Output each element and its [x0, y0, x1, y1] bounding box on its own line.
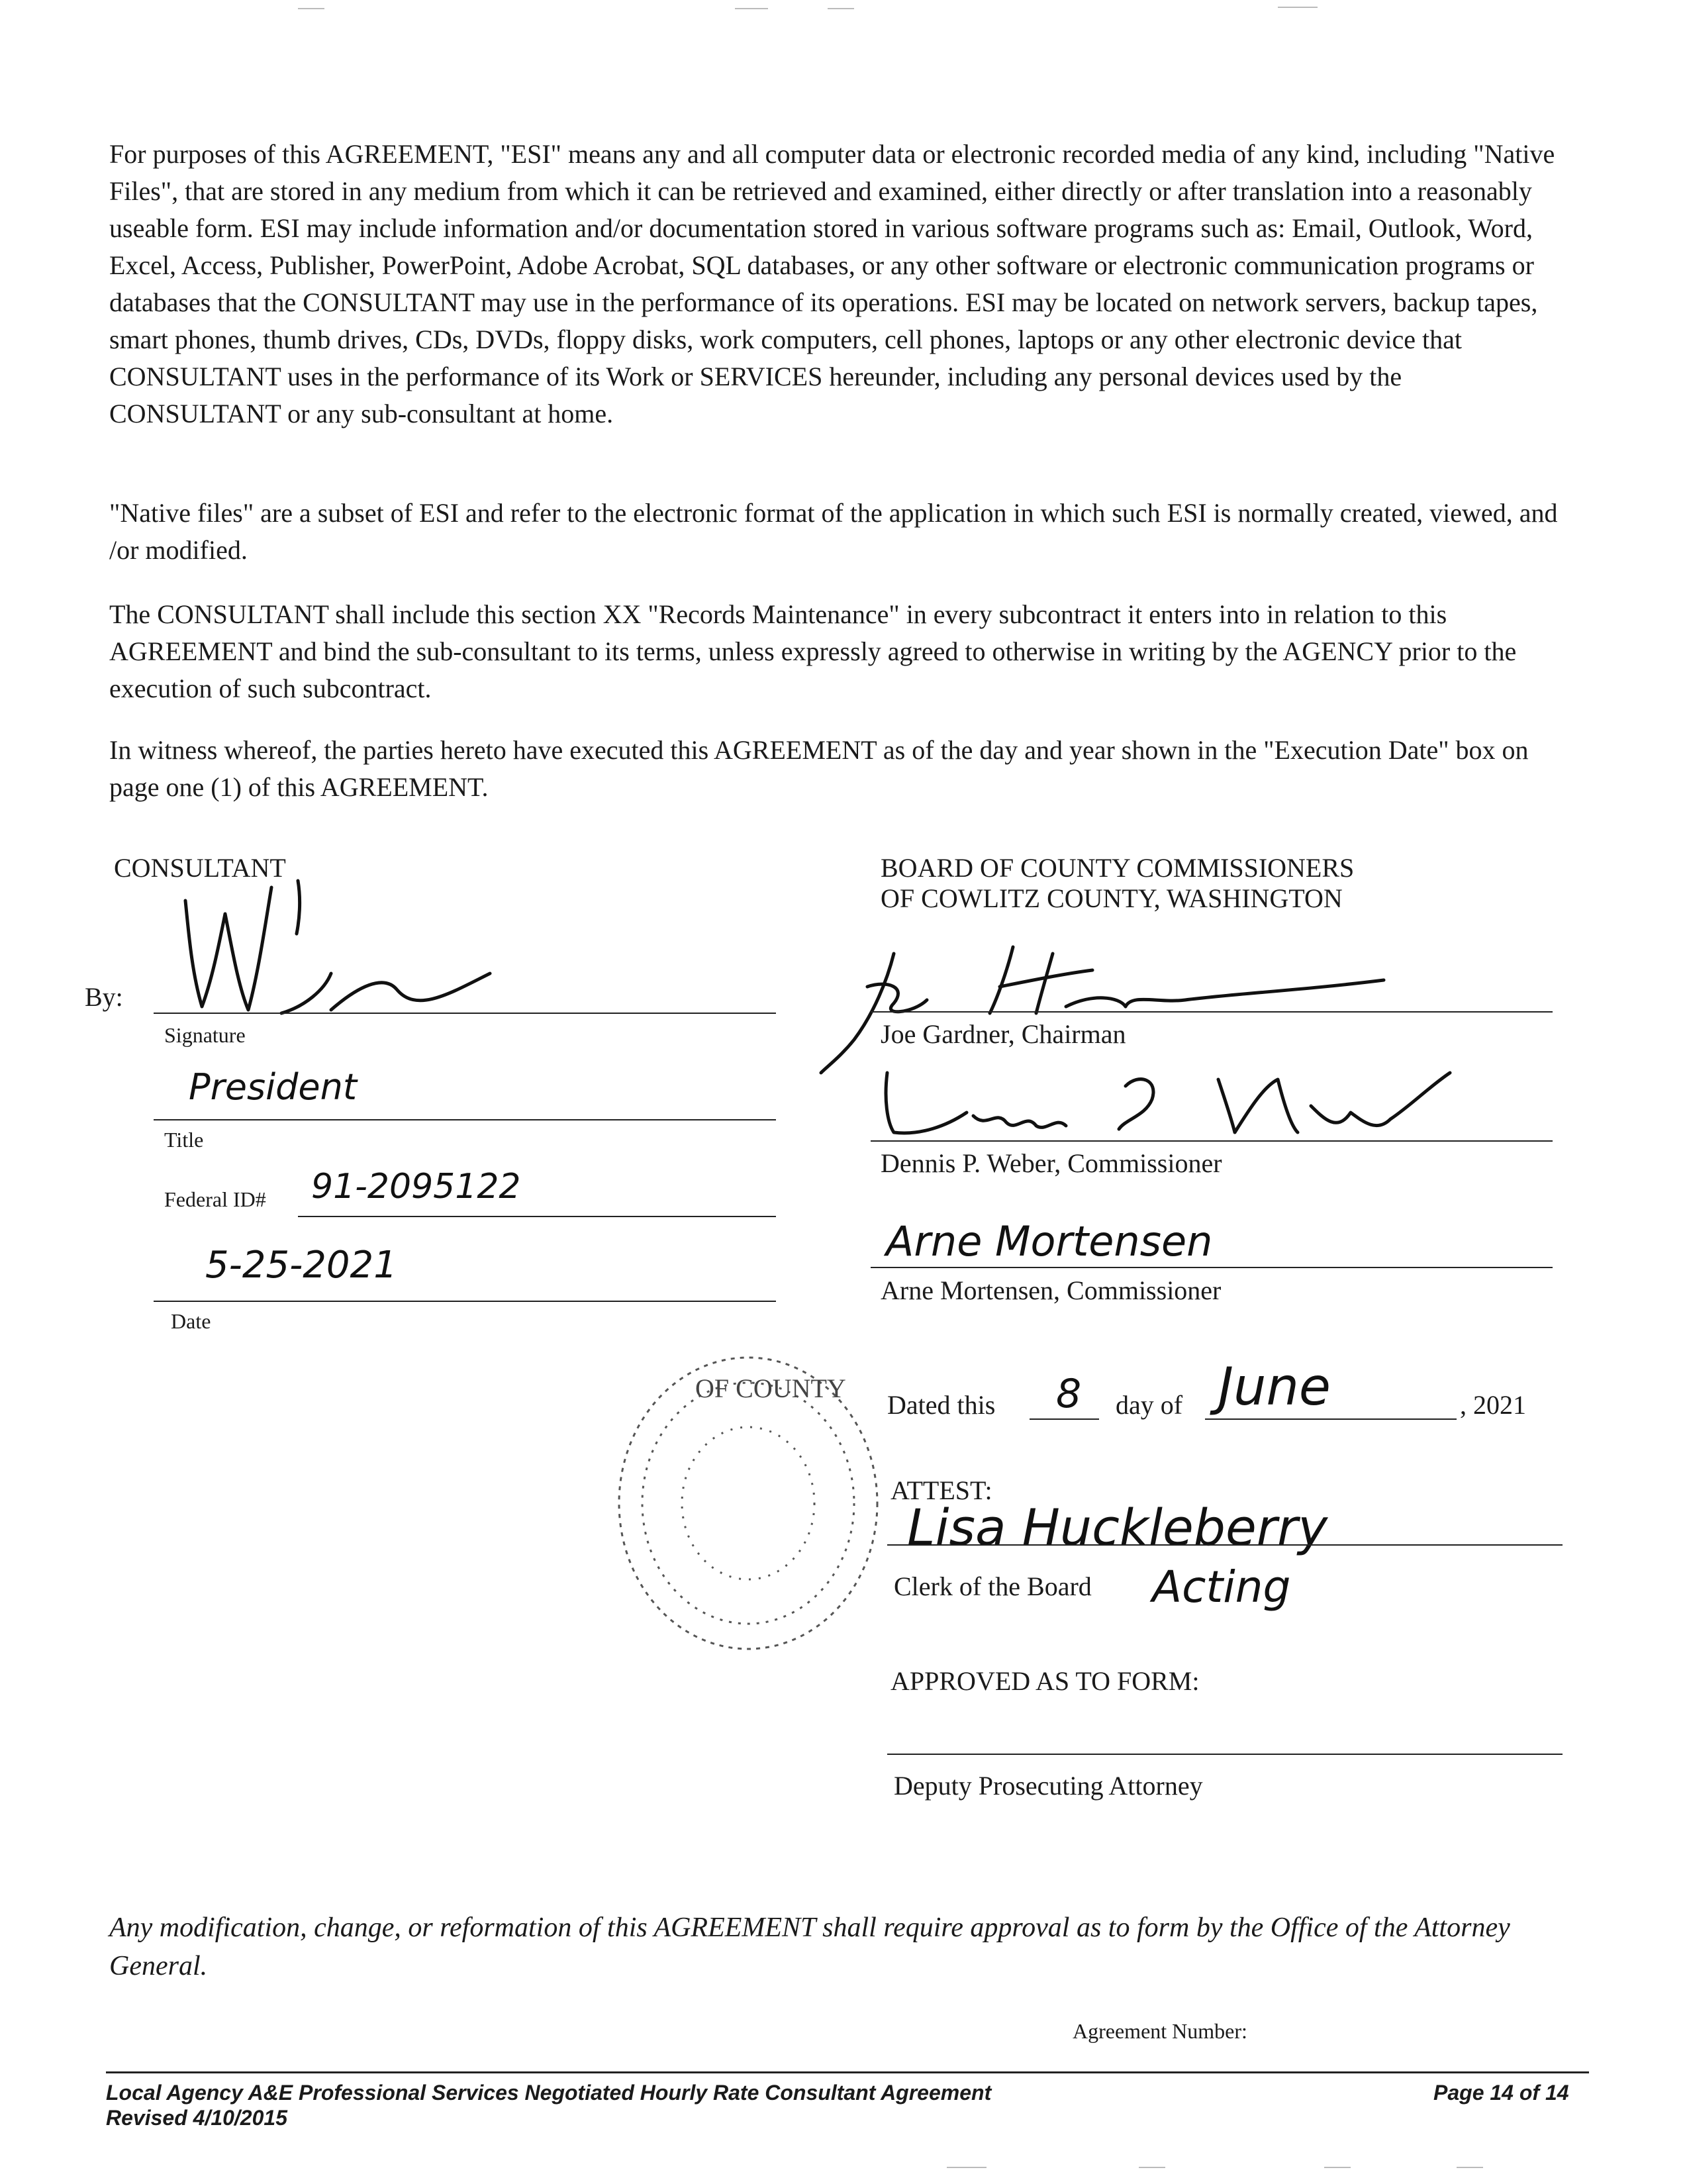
date-label: Date — [171, 1309, 211, 1333]
scan-mark — [947, 2167, 987, 2168]
attorney-line — [887, 1754, 1563, 1755]
federal-id-handwritten: 91-2095122 — [311, 1167, 521, 1207]
clerk-signature: Lisa Huckleberry — [907, 1498, 1328, 1557]
scan-mark — [1324, 2167, 1351, 2168]
commissioner-mortensen-line — [871, 1267, 1553, 1268]
signature-line — [154, 1013, 776, 1014]
form-title: Local Agency A&E Professional Services Negotiated Hourly Rate Consultant Agreement — [106, 2081, 992, 2105]
board-heading-line1: BOARD OF COUNTY COMMISSIONERS — [881, 853, 1355, 883]
chairman-signature — [814, 940, 1410, 1079]
chairman-name: Joe Gardner, Chairman — [881, 1019, 1126, 1049]
chairman-line — [871, 1011, 1553, 1013]
dated-month-handwritten: June — [1218, 1358, 1331, 1417]
page-number: Page 14 of 14 — [1433, 2081, 1569, 2105]
scan-mark — [828, 8, 854, 9]
title-line — [154, 1119, 776, 1120]
attest-label: ATTEST: — [891, 1475, 992, 1505]
dated-year: , 2021 — [1460, 1390, 1526, 1420]
federal-id-label: Federal ID# — [164, 1187, 266, 1211]
acting-handwritten: Acting — [1152, 1562, 1291, 1613]
commissioner-weber-name: Dennis P. Weber, Commissioner — [881, 1148, 1222, 1178]
clerk-line — [887, 1544, 1563, 1546]
attorney-label: Deputy Prosecuting Attorney — [894, 1771, 1203, 1801]
title-label: Title — [164, 1128, 204, 1152]
records-maintenance-paragraph: The CONSULTANT shall include this section XX "Records Maintenance" in every subcontract it enters into in relation to this AGREEMENT and bind the sub-consultant to its terms, unless expressly agreed to otherwise in writing by the AGENCY prior to the execution of such subcontract. — [109, 599, 1517, 703]
commissioner-mortensen-name: Arne Mortensen, Commissioner — [881, 1275, 1222, 1305]
scan-mark — [1278, 7, 1318, 8]
agreement-number-label: Agreement Number: — [1073, 2019, 1247, 2043]
seal-text: OF COUNTY — [695, 1373, 846, 1403]
by-label: By: — [85, 982, 123, 1012]
scan-mark — [1139, 2167, 1165, 2168]
dated-day-handwritten: 8 — [1056, 1371, 1082, 1417]
approved-as-to-form-label: APPROVED AS TO FORM: — [891, 1666, 1200, 1696]
commissioner-weber-line — [871, 1140, 1553, 1142]
witness-paragraph: In witness whereof, the parties hereto have executed this AGREEMENT as of the day and year shown in the "Execution Date" box on page one (1) of this AGREEMENT. — [109, 735, 1529, 802]
title-handwritten: President — [189, 1066, 358, 1108]
date-handwritten: 5-25-2021 — [205, 1244, 397, 1287]
scan-mark — [1457, 2167, 1483, 2168]
scan-mark — [298, 8, 324, 9]
attorney-general-note: Any modification, change, or reformation of this AGREEMENT shall require approval as to form by the Office of the Attorney General. — [109, 1912, 1510, 1981]
dated-day-line — [1030, 1418, 1099, 1420]
scan-mark — [735, 8, 768, 9]
dated-this-label: Dated this — [887, 1390, 996, 1420]
consultant-heading: CONSULTANT — [114, 853, 286, 883]
commissioner-weber-signature — [874, 1060, 1470, 1146]
county-seal — [606, 1344, 891, 1662]
revised-date: Revised 4/10/2015 — [106, 2106, 287, 2130]
native-files-paragraph: "Native files" are a subset of ESI and refer to the electronic format of the application in which such ESI is normally created, viewed, and /or modified. — [109, 498, 1558, 565]
board-heading-line2: OF COWLITZ COUNTY, WASHINGTON — [881, 883, 1343, 913]
footer-rule — [106, 2071, 1589, 2073]
signature-label: Signature — [164, 1023, 246, 1047]
dated-month-line — [1205, 1418, 1457, 1420]
esi-definition-paragraph: For purposes of this AGREEMENT, "ESI" means any and all computer data or electronic recorded media of any kind, including "Native Files", that are stored in any medium from which it can be retrieved and examined, either directly or after translation into a reasonably useable form. ESI may include information and/or documentation stored in various software programs such as: Email, Outlook, Word, Excel, Access, Publisher, PowerPoint, Adobe Acrobat, SQL databases, or any other software or electronic communication programs or databases that the CONSULTANT may use in the performance of its operations. ESI may be located on network servers, backup tapes, smart phones, thumb drives, CDs, DVDs, floppy disks, work computers, cell phones, laptops or any other electronic device that CONSULTANT uses in the performance of its Work or SERVICES hereunder, including any personal devices used by the CONSULTANT or any sub-consultant at home. — [109, 139, 1555, 428]
clerk-label: Clerk of the Board — [894, 1571, 1092, 1601]
date-line — [154, 1301, 776, 1302]
commissioner-mortensen-signature: Arne Mortensen — [886, 1217, 1213, 1266]
consultant-signature — [172, 874, 503, 1026]
day-of-label: day of — [1116, 1390, 1183, 1420]
federal-id-line — [298, 1216, 776, 1217]
